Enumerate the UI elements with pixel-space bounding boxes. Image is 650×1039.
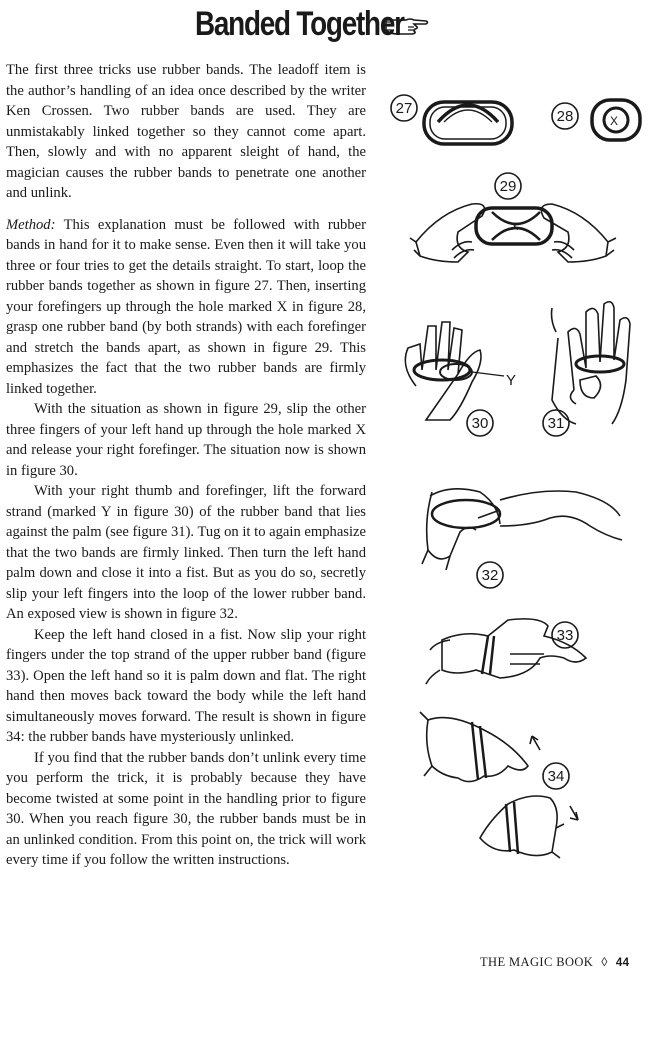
svg-text:28: 28 — [556, 108, 574, 125]
page-footer — [480, 955, 645, 970]
svg-text:31: 31 — [547, 415, 565, 432]
figure-27 — [391, 95, 512, 144]
pointing-hand-icon — [384, 12, 430, 36]
illustration-column — [380, 80, 650, 860]
figure-34 — [420, 712, 578, 858]
svg-text:29: 29 — [499, 178, 517, 195]
paragraph-5: Keep the left hand closed in a fist. Now slip your right fingers under the top strand of the upper rubber band (figure 33). Open the left hand so it is palm down and flat. The right hand then moves back toward the body while the left hand simultaneously moves forward. The result is shown in figure 34: the rubber bands have mysteriously unlinked. — [6, 626, 366, 745]
method-label: Method: — [6, 216, 56, 233]
svg-text:30: 30 — [471, 415, 489, 432]
paragraph-4: With your right thumb and forefinger, lift the forward strand (marked Y in figure 30) of the rubber band that lies against the palm (see figure 31). Tug on it to again emphasize that the two bands are firmly linked. Then turn the left hand palm down and close it into a fist. But as you do so, secretly slip your left fingers into the loop of the lower rubber band. An exposed view is shown in figure 32. — [6, 483, 366, 622]
page-number: 44 — [615, 957, 630, 969]
svg-text:X: X — [610, 114, 619, 128]
svg-text:27: 27 — [395, 100, 413, 117]
svg-text:32: 32 — [481, 567, 499, 584]
method-paragraph — [6, 215, 366, 400]
article-body — [6, 60, 366, 871]
svg-text:34: 34 — [547, 768, 565, 785]
paragraph-6: If you find that the rubber bands don’t unlink every time you perform the trick, it is probably because they have become twisted at some point in the handling prior to figure 30. When you reach figure 30, the rubber bands must be in an unlinked condition. From this point on, the trick will work every time if you follow the written instructions. — [6, 749, 366, 868]
svg-text:X: X — [511, 221, 519, 233]
figure-33 — [426, 619, 586, 684]
figure-32 — [422, 489, 622, 588]
svg-text:Y: Y — [506, 372, 517, 389]
book-title: THE MAGIC BOOK — [480, 955, 594, 969]
figure-28 — [552, 100, 640, 140]
figure-29 — [410, 173, 616, 262]
page-title: Banded Together — [195, 5, 404, 43]
figure-30 — [405, 322, 516, 436]
svg-text:33: 33 — [556, 627, 574, 644]
footer-separator: ◊ — [601, 955, 608, 969]
figure-31 — [543, 302, 630, 436]
paragraph-3: With the situation as shown in figure 29, slip the other three fingers of your left hand up through the hole marked X and release your right forefinger. The situation now is shown in figure 30. — [6, 401, 366, 479]
method-text: This explanation must be followed with rubber bands in hand for it to make sense. Even then it will take you three or four tries to get the details straight. To start, loop the rubber bands together as shown in figure 27. Then, inserting your forefingers up through the hole marked X in figure 28, grasp one rubber band (by both strands) with each forefinger and stretch the bands apart, as shown in figure 29. This emphasizes the fact that the two rubber bands are firmly linked together. — [6, 216, 366, 397]
intro-paragraph: The first three tricks use rubber bands. The leadoff item is the author’s handling of an idea once described by the writer Ken Crossen. Two rubber bands are used. They are unmistakably linked together so they cannot come apart. Then, slowly and with no apparent sleight of hand, the magician causes the rubber bands to penetrate one another and unlink. — [6, 62, 366, 201]
